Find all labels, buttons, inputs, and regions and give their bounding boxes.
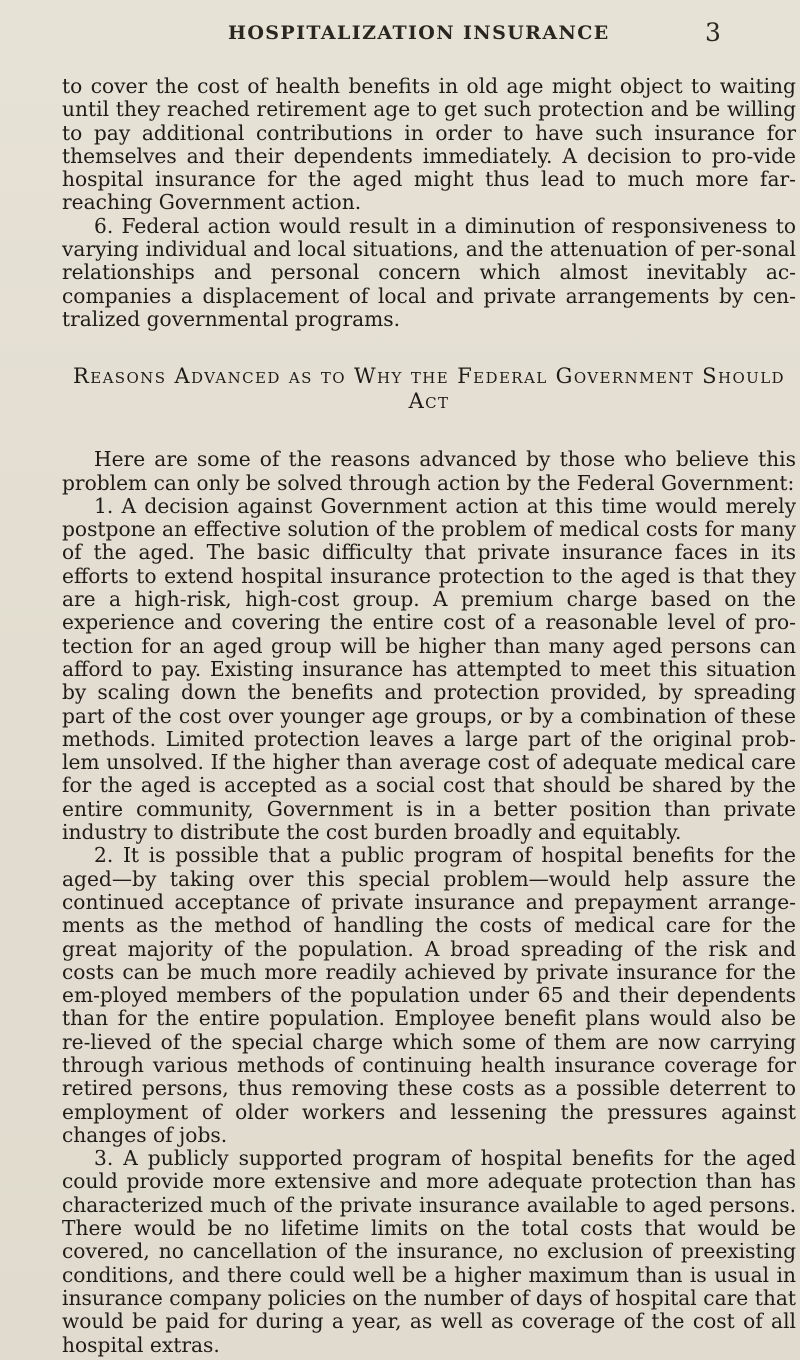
section-heading: Reasons Advanced as to Why the Federal Government Should Act: [73, 364, 785, 414]
running-header: [0, 18, 800, 52]
reason-1-paragraph: 1. A decision against Government action at this time would merely postpone an effective solution of the problem of medical costs for many of the aged. The basic difficulty that private insurance faces in its efforts to extend hospital insurance protection to the aged is that they are a high-risk, high-cost group. A premium charge based on the experience and covering the entire cost of a reasonable level of pro-tection for an aged group will be higher than many aged persons can afford to pay. Existing insurance has attempted to meet this situation by scaling down the benefits and protection provided, by spreading part of the cost over younger age groups, or by a combination of these methods. Limited protection leaves a large part of the original prob-lem unsolved. If the higher than average cost of adequate medical care for the aged is accepted as a social cost that should be shared by the entire community, Government is in a better position than private industry to distribute the cost burden broadly and equitably.: [62, 493, 796, 845]
running-title: HOSPITALIZATION INSURANCE: [228, 22, 610, 44]
point-6-paragraph: 6. Federal action would result in a diminution of responsiveness to varying individual and local situations, and the attenuation of per-sonal relationships and personal concern which almost inevitably ac-companies a displacement of local and private arrangements by cen-tralized governmental programs.: [62, 213, 796, 331]
body-text: [62, 75, 796, 1357]
reason-3-paragraph: 3. A publicly supported program of hospital benefits for the aged could provide more extensive and more adequate protection than has characterized much of the private insurance available to aged persons. There would be no lifetime limits on the total costs that would be covered, no cancellation of the insurance, no exclusion of preexisting conditions, and there could well be a higher maximum than is usual in insurance company policies on the number of days of hospital care that would be paid for during a year, as well as coverage of the cost of all hospital extras.: [62, 1146, 796, 1357]
section-intro-paragraph: Here are some of the reasons advanced by those who believe this problem can only be solved through action by the Federal Government:: [62, 447, 796, 495]
page-number: 3: [705, 18, 721, 47]
reason-2-paragraph: 2. It is possible that a public program of hospital benefits for the aged—by taking over this special problem—would help assure the continued acceptance of private insurance and prepayment arrange-ments as the method of handling the costs of medical care for the great majority of the population. A broad spreading of the risk and costs can be much more readily achieved by private insurance for the em-ployed members of the population under 65 and their dependents than for the entire population. Employee benefit plans would also be re-lieved of the special charge which some of them are now carrying through various methods of continuing health insurance coverage for retired persons, thus removing these costs as a possible deterrent to employment of older workers and lessening the pressures against changes of jobs.: [62, 843, 796, 1147]
continuation-paragraph: to cover the cost of health benefits in old age might object to waiting until they reached retirement age to get such protection and be willing to pay additional contributions in order to have such insurance for themselves and their dependents immediately. A decision to pro-vide hospital insurance for the aged might thus lead to much more far-reaching Government action.: [62, 74, 796, 215]
